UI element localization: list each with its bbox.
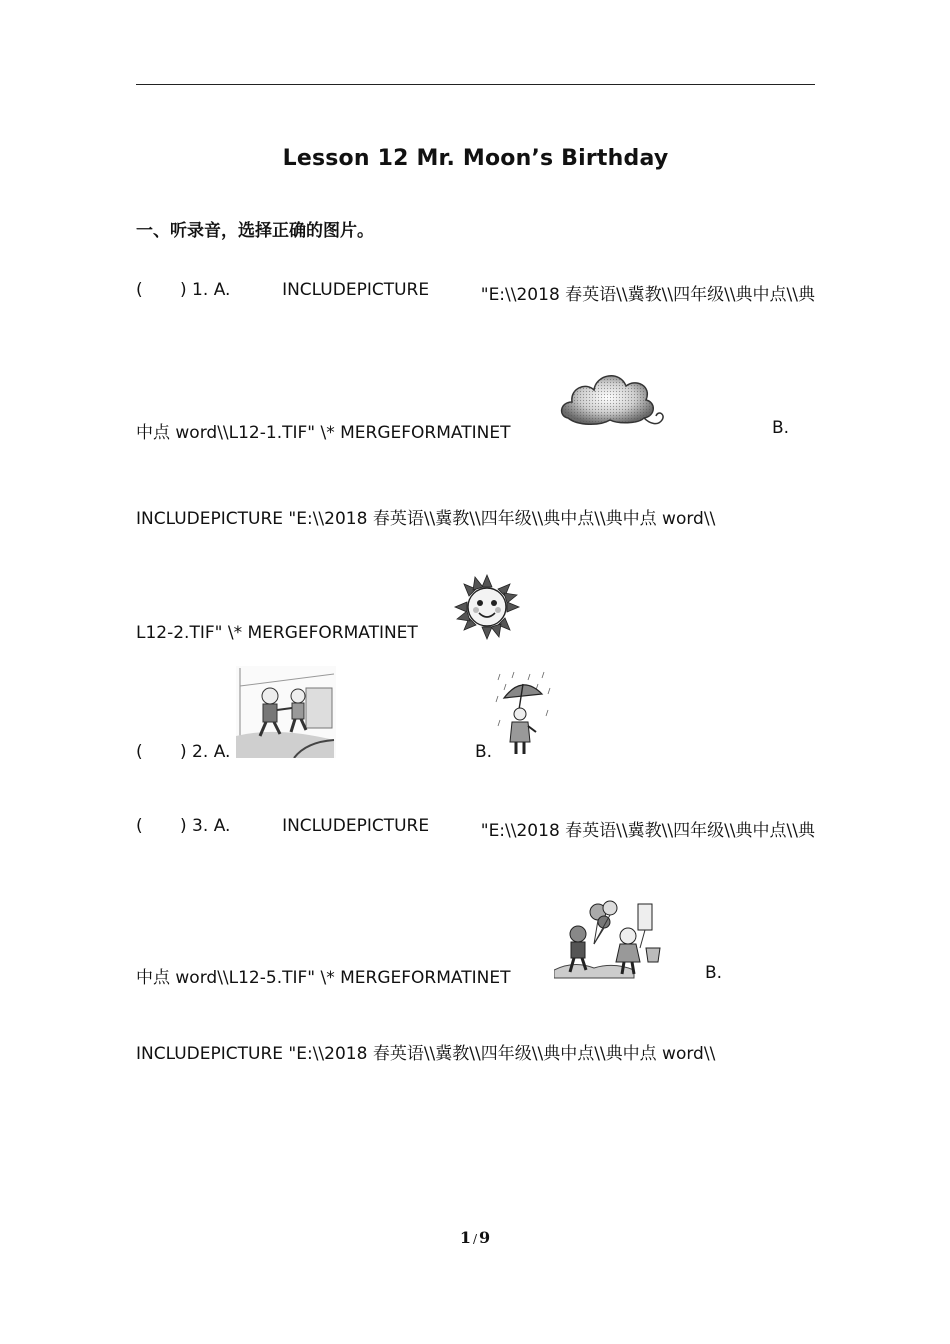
q1-line-2: 中点 word\\L12-1.TIF" \* MERGEFORMATINET bbox=[136, 423, 511, 443]
children-walking-icon bbox=[236, 666, 336, 758]
answer-paren-open: ( bbox=[136, 816, 143, 836]
q1-line-4: L12-2.TIF" \* MERGEFORMATINET bbox=[136, 623, 418, 643]
cloud-icon bbox=[558, 366, 670, 432]
q1-line-3: INCLUDEPICTURE "E:\\2018 春英语\\冀教\\四年级\\典中点\\典中点 word\\ bbox=[136, 509, 716, 529]
q3-line-3: INCLUDEPICTURE "E:\\2018 春英语\\冀教\\四年级\\典中点\\典中点 word\\ bbox=[136, 1044, 716, 1064]
q3-line-2: 中点 word\\L12-5.TIF" \* MERGEFORMATINET bbox=[136, 968, 511, 988]
question-number: 1. bbox=[192, 280, 209, 300]
children-balloons-icon bbox=[554, 900, 666, 980]
page-title: Lesson 12 Mr. Moon’s Birthday bbox=[282, 146, 669, 171]
answer-paren-close: ) bbox=[180, 280, 187, 300]
q3-option-b-label: B. bbox=[705, 963, 723, 983]
page-number: 1 bbox=[459, 1228, 471, 1247]
option-a-label: A. bbox=[213, 280, 231, 300]
header-rule bbox=[136, 84, 815, 85]
q3-line-1 bbox=[136, 816, 815, 841]
field-code-keyword: INCLUDEPICTURE bbox=[282, 816, 430, 836]
q1-option-b-label: B. bbox=[772, 418, 790, 438]
field-code-path: "E:\\2018 春英语\\冀教\\四年级\\典中点\\典 bbox=[480, 285, 815, 305]
field-code-path: "E:\\2018 春英语\\冀教\\四年级\\典中点\\典 bbox=[480, 821, 815, 841]
q3-stem bbox=[136, 816, 230, 841]
answer-paren-open: ( bbox=[136, 742, 143, 762]
answer-paren-close: ) bbox=[180, 816, 187, 836]
sun-icon bbox=[450, 574, 524, 640]
answer-paren-open: ( bbox=[136, 280, 143, 300]
q1-stem bbox=[136, 280, 230, 305]
option-a-label: A. bbox=[213, 816, 231, 836]
field-code-keyword: INCLUDEPICTURE bbox=[282, 280, 430, 300]
answer-paren-close: ) bbox=[180, 742, 187, 762]
page-footer: 1 / 9 bbox=[459, 1228, 491, 1247]
q1-line-1 bbox=[136, 280, 815, 305]
section-heading-listening: 一、听录音，选择正确的图片。 bbox=[136, 221, 374, 241]
page-total: 9 bbox=[479, 1228, 491, 1247]
question-number: 2. bbox=[192, 742, 209, 762]
q2-line bbox=[136, 742, 230, 762]
q2-option-b-label: B. bbox=[475, 742, 493, 762]
umbrella-rain-icon bbox=[494, 670, 554, 758]
option-a-label: A. bbox=[213, 742, 231, 762]
question-number: 3. bbox=[192, 816, 209, 836]
